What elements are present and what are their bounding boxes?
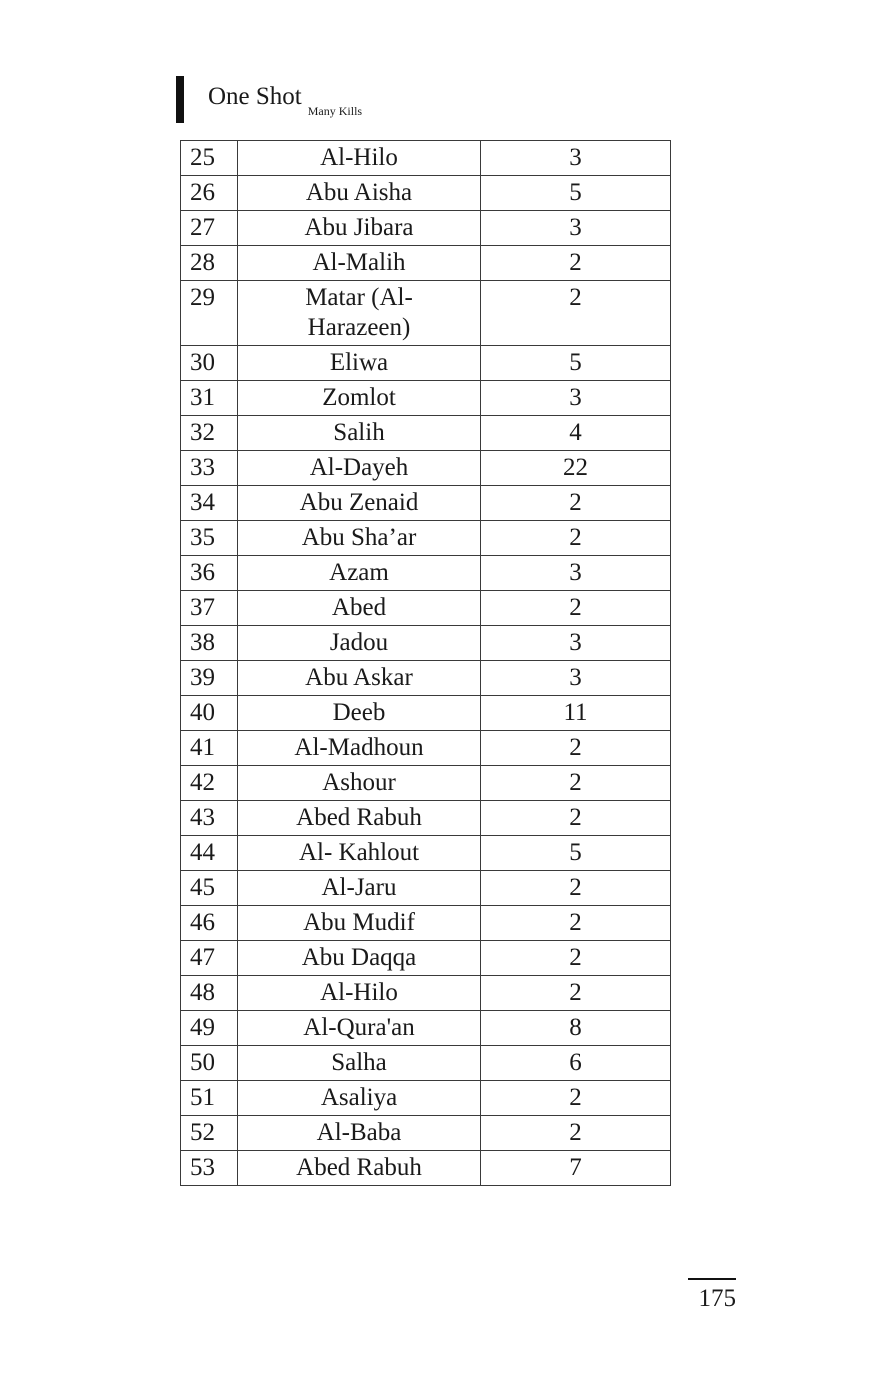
row-number-cell: 32 [181,416,238,451]
family-name-cell: Asaliya [238,1081,481,1116]
count-cell: 2 [481,486,671,521]
header-title-line [208,82,363,118]
family-name-cell: Abed Rabuh [238,1151,481,1186]
family-name-cell: Al-Madhoun [238,731,481,766]
family-name-cell: Al-Dayeh [238,451,481,486]
family-name-cell: Abed Rabuh [238,801,481,836]
row-number-cell: 29 [181,281,238,346]
family-name-cell: Jadou [238,626,481,661]
family-name-cell: Azam [238,556,481,591]
page-number: 175 [688,1278,736,1318]
count-cell: 2 [481,801,671,836]
row-number-cell: 51 [181,1081,238,1116]
family-name-cell: Al-Qura'an [238,1011,481,1046]
count-cell: 8 [481,1011,671,1046]
family-name-cell: Ashour [238,766,481,801]
count-cell: 3 [481,556,671,591]
family-name-cell: Salih [238,416,481,451]
family-name-cell: Eliwa [238,346,481,381]
book-title: One Shot [208,83,302,110]
row-number-cell: 52 [181,1116,238,1151]
count-cell: 2 [481,731,671,766]
row-number-cell: 38 [181,626,238,661]
table-row [181,591,671,626]
table-row [181,246,671,281]
table-row [181,661,671,696]
family-name-cell: Salha [238,1046,481,1081]
row-number-cell: 43 [181,801,238,836]
row-number-cell: 48 [181,976,238,1011]
table-row [181,1046,671,1081]
row-number-cell: 49 [181,1011,238,1046]
count-cell: 3 [481,661,671,696]
row-number-cell: 31 [181,381,238,416]
table-row [181,486,671,521]
count-cell: 6 [481,1046,671,1081]
family-name-cell: Abu Daqqa [238,941,481,976]
table-row [181,1151,671,1186]
count-cell: 7 [481,1151,671,1186]
count-cell: 2 [481,246,671,281]
table-row [181,766,671,801]
table-row [181,626,671,661]
family-name-cell: Al- Kahlout [238,836,481,871]
family-name-cell: Al-Baba [238,1116,481,1151]
row-number-cell: 50 [181,1046,238,1081]
count-cell: 2 [481,281,671,346]
table-row [181,906,671,941]
count-cell: 2 [481,976,671,1011]
count-cell: 5 [481,836,671,871]
table-row [181,1011,671,1046]
row-number-cell: 45 [181,871,238,906]
family-name-cell: Al-Hilo [238,976,481,1011]
row-number-cell: 36 [181,556,238,591]
family-name-cell: Abu Mudif [238,906,481,941]
family-name-cell: Abu Askar [238,661,481,696]
family-name-cell: Abu Jibara [238,211,481,246]
family-name-cell: Abu Aisha [238,176,481,211]
table-row [181,696,671,731]
row-number-cell: 33 [181,451,238,486]
row-number-cell: 30 [181,346,238,381]
row-number-cell: 39 [181,661,238,696]
family-name-cell: Matar (Al- Harazeen) [238,281,481,346]
table-row [181,451,671,486]
table-row [181,346,671,381]
row-number-cell: 37 [181,591,238,626]
count-cell: 22 [481,451,671,486]
row-number-cell: 40 [181,696,238,731]
count-cell: 2 [481,941,671,976]
count-cell: 3 [481,381,671,416]
row-number-cell: 41 [181,731,238,766]
book-subtitle: Many Kills [307,104,363,118]
table-body [181,141,671,1186]
data-table-container [180,140,671,1186]
row-number-cell: 35 [181,521,238,556]
count-cell: 2 [481,871,671,906]
row-number-cell: 28 [181,246,238,281]
family-name-cell: Al-Hilo [238,141,481,176]
row-number-cell: 34 [181,486,238,521]
count-cell: 5 [481,346,671,381]
header-bar [176,76,184,123]
table-row [181,281,671,346]
table-row [181,381,671,416]
table-row [181,941,671,976]
count-cell: 2 [481,906,671,941]
row-number-cell: 47 [181,941,238,976]
count-cell: 4 [481,416,671,451]
table-row [181,141,671,176]
family-name-cell: Abu Zenaid [238,486,481,521]
table-row [181,521,671,556]
row-number-cell: 42 [181,766,238,801]
family-name-cell: Deeb [238,696,481,731]
table-row [181,731,671,766]
table-row [181,1116,671,1151]
count-cell: 2 [481,591,671,626]
count-cell: 3 [481,141,671,176]
count-cell: 2 [481,1116,671,1151]
row-number-cell: 26 [181,176,238,211]
table-row [181,211,671,246]
table-row [181,976,671,1011]
row-number-cell: 27 [181,211,238,246]
count-cell: 11 [481,696,671,731]
table-row [181,556,671,591]
row-number-cell: 46 [181,906,238,941]
row-number-cell: 25 [181,141,238,176]
count-cell: 2 [481,766,671,801]
table-row [181,1081,671,1116]
family-name-cell: Al-Malih [238,246,481,281]
family-name-cell: Zomlot [238,381,481,416]
count-cell: 3 [481,211,671,246]
table-row [181,836,671,871]
table-row [181,801,671,836]
family-name-cell: Abu Sha’ar [238,521,481,556]
row-number-cell: 44 [181,836,238,871]
count-cell: 3 [481,626,671,661]
row-number-cell: 53 [181,1151,238,1186]
family-name-cell: Al-Jaru [238,871,481,906]
table-row [181,176,671,211]
count-cell: 5 [481,176,671,211]
table-row [181,871,671,906]
table-row [181,416,671,451]
family-name-cell: Abed [238,591,481,626]
count-cell: 2 [481,521,671,556]
count-cell: 2 [481,1081,671,1116]
data-table [180,140,671,1186]
